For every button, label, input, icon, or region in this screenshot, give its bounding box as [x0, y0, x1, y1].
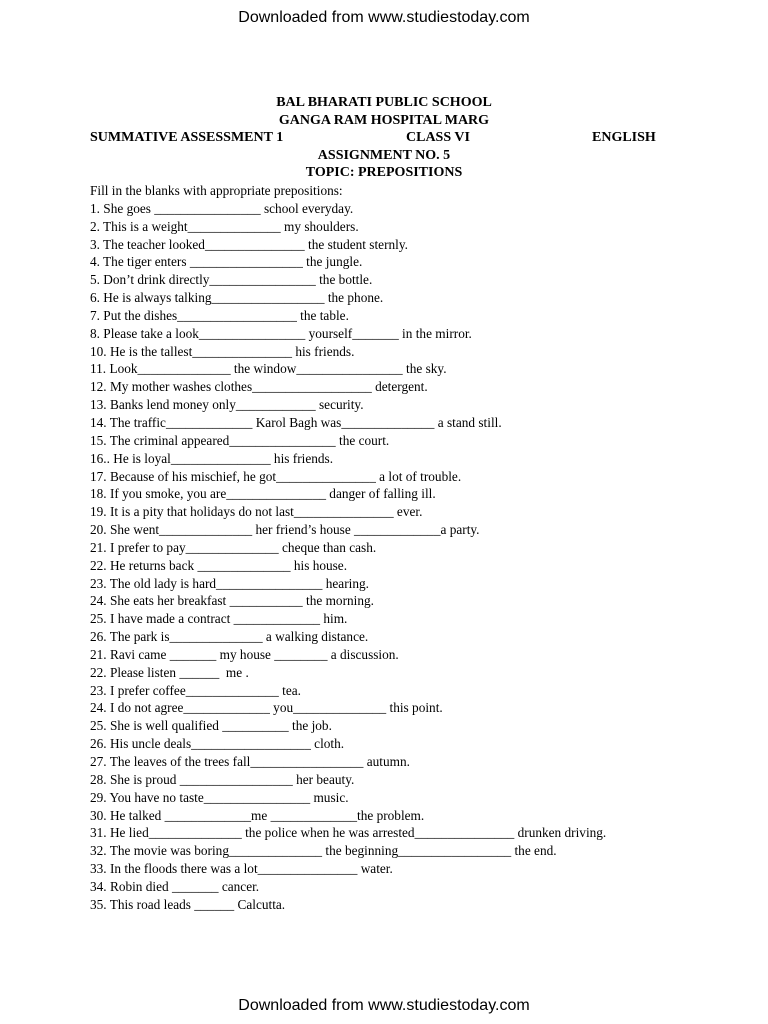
question-item: 5. Don’t drink directly________________ the bottle. [90, 272, 373, 288]
question-item: 3. The teacher looked_______________ the student sternly. [90, 236, 408, 252]
question-item: 30. He talked _____________me _____________the problem. [90, 807, 425, 823]
topic-title: TOPIC: PREPOSITIONS [305, 165, 463, 180]
subject-label: ENGLISH [592, 130, 656, 145]
question-item: 21. Ravi came _______ my house ________ a discussion. [90, 646, 399, 662]
question-item: 8. Please take a look________________ yourself_______ in the mirror. [90, 325, 472, 341]
question-item: 13. Banks lend money only____________ security. [90, 397, 364, 413]
question-item: 26. The park is______________ a walking distance. [90, 629, 369, 645]
question-item: 10. He is the tallest_______________ his friends. [90, 343, 355, 359]
question-list [90, 200, 750, 914]
instruction-text: Fill in the blanks with appropriate prepositions: [90, 183, 343, 198]
question-item: 33. In the floods there was a lot_______________ water. [90, 861, 393, 877]
question-item: 2. This is a weight______________ my shoulders. [90, 218, 359, 234]
question-item: 20. She went______________ her friend’s house _____________a party. [90, 522, 480, 538]
question-item: 22. Please listen ______ me . [90, 664, 249, 680]
question-item: 21. I prefer to pay______________ cheque than cash. [90, 539, 377, 555]
document-header [0, 94, 768, 182]
question-item: 6. He is always talking_________________ the phone. [90, 290, 384, 306]
class-label: CLASS VI [406, 130, 470, 145]
question-item: 34. Robin died _______ cancer. [90, 878, 260, 894]
question-item: 19. It is a pity that holidays do not last_______________ ever. [90, 504, 423, 520]
question-item: 29. You have no taste________________ music. [90, 789, 349, 805]
assessment-row [0, 129, 768, 147]
question-item: 23. The old lady is hard________________ hearing. [90, 575, 369, 591]
question-item: 24. She eats her breakfast ___________ the morning. [90, 593, 374, 609]
question-item: 31. He lied______________ the police when he was arrested_______________ drunken driving. [90, 825, 607, 841]
assessment-title: SUMMATIVE ASSESSMENT 1 [90, 130, 284, 145]
question-item: 35. This road leads ______ Calcutta. [90, 896, 286, 912]
question-item: 7. Put the dishes__________________ the table. [90, 307, 349, 323]
question-item: 14. The traffic_____________ Karol Bagh was______________ a stand still. [90, 414, 502, 430]
question-item: 23. I prefer coffee______________ tea. [90, 682, 301, 698]
question-item: 11. Look______________ the window________________ the sky. [90, 361, 447, 377]
question-item: 25. She is well qualified __________ the job. [90, 718, 332, 734]
question-item: 24. I do not agree_____________ you______________ this point. [90, 700, 443, 716]
question-item: 28. She is proud _________________ her beauty. [90, 771, 355, 787]
assignment-number: ASSIGNMENT NO. 5 [317, 147, 451, 163]
question-item: 25. I have made a contract _____________ him. [90, 611, 348, 627]
question-item: 18. If you smoke, you are_______________ danger of falling ill. [90, 486, 436, 502]
bottom-download-banner: Downloaded from www.studiestoday.com [238, 997, 530, 1014]
question-item: 1. She goes ________________ school everyday. [90, 200, 354, 216]
question-item: 32. The movie was boring______________ the beginning_________________ the end. [90, 843, 557, 859]
question-item: 22. He returns back ______________ his house. [90, 557, 348, 573]
school-name: BAL BHARATI PUBLIC SCHOOL [276, 95, 492, 110]
question-item: 16.. He is loyal_______________ his friends. [90, 450, 334, 466]
question-item: 17. Because of his mischief, he got_______________ a lot of trouble. [90, 468, 462, 484]
worksheet-body [90, 182, 750, 914]
question-item: 26. His uncle deals__________________ cloth. [90, 736, 345, 752]
top-download-banner: Downloaded from www.studiestoday.com [238, 9, 530, 26]
question-item: 15. The criminal appeared________________ the court. [90, 432, 390, 448]
school-address: GANGA RAM HOSPITAL MARG [278, 112, 490, 128]
question-item: 12. My mother washes clothes__________________ detergent. [90, 379, 428, 395]
question-item: 4. The tiger enters _________________ the jungle. [90, 254, 363, 270]
question-item: 27. The leaves of the trees fall_________________ autumn. [90, 754, 410, 769]
